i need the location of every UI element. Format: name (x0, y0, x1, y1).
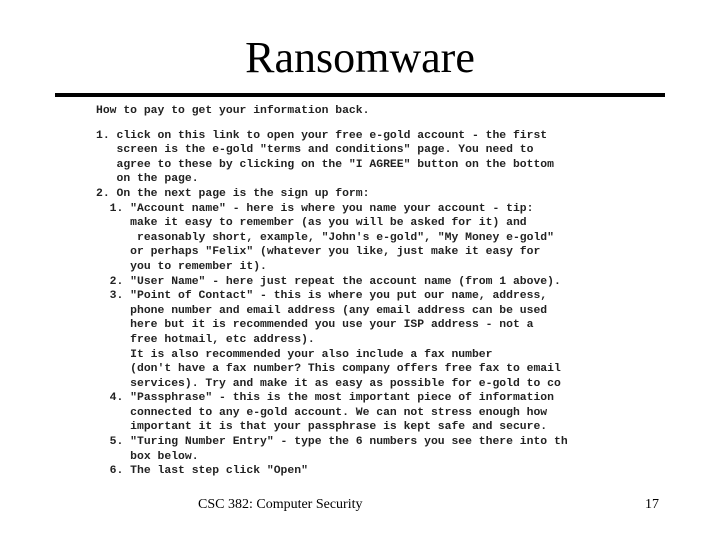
ransom-note-line: important it is that your passphrase is kept safe and secure. (96, 421, 548, 434)
ransom-note-line: 1. "Account name" - here is where you name your account - tip: (96, 202, 534, 215)
course-footer: CSC 382: Computer Security (198, 497, 363, 512)
ransom-note-line: 6. The last step click "Open" (96, 465, 308, 478)
ransom-note-line: 2. On the next page is the sign up form: (96, 187, 370, 200)
ransom-note-line: free hotmail, etc address). (96, 333, 315, 346)
ransom-note-line: services). Try and make it as easy as possible for e-gold to co (96, 377, 561, 390)
ransom-note-line: here but it is recommended you use your ISP address - not a (96, 319, 534, 332)
page-number: 17 (645, 497, 659, 512)
ransom-note-line: on the page. (96, 173, 199, 186)
ransom-note-line: 3. "Point of Contact" - this is where you put our name, address, (96, 290, 548, 303)
ransom-note-line: or perhaps "Felix" (whatever you like, just make it easy for (96, 246, 541, 259)
ransom-note-line: phone number and email address (any email address can be used (96, 304, 548, 317)
ransom-note-line: make it easy to remember (as you will be asked for it) and (96, 217, 527, 230)
ransom-note-line: 2. "User Name" - here just repeat the account name (from 1 above). (96, 275, 561, 288)
ransom-note-line: 4. "Passphrase" - this is the most important piece of information (96, 392, 554, 405)
ransom-note-line: box below. (96, 450, 199, 463)
ransom-note-body (96, 129, 642, 479)
ransom-note-line: screen is the e-gold "terms and conditions" page. You need to (96, 144, 534, 157)
ransom-note-heading: How to pay to get your information back. (96, 105, 370, 117)
ransom-note-line: (don't have a fax number? This company offers free fax to email (96, 363, 561, 376)
ransom-note-screenshot (96, 104, 642, 488)
ransom-note-line: agree to these by clicking on the "I AGREE" button on the bottom (96, 158, 554, 171)
ransom-note-line: 1. click on this link to open your free e-gold account - the first (96, 129, 548, 142)
ransom-note-line: reasonably short, example, "John's e-gold", "My Money e-gold" (96, 231, 554, 244)
ransom-note-line: It is also recommended your also include a fax number (96, 348, 493, 361)
slide-title: Ransomware (245, 33, 475, 82)
title-divider (55, 93, 665, 97)
ransom-note-line: 5. "Turing Number Entry" - type the 6 numbers you see there into th (96, 436, 568, 449)
ransom-note-line: connected to any e-gold account. We can not stress enough how (96, 406, 548, 419)
ransom-note-line: you to remember it). (96, 260, 267, 273)
